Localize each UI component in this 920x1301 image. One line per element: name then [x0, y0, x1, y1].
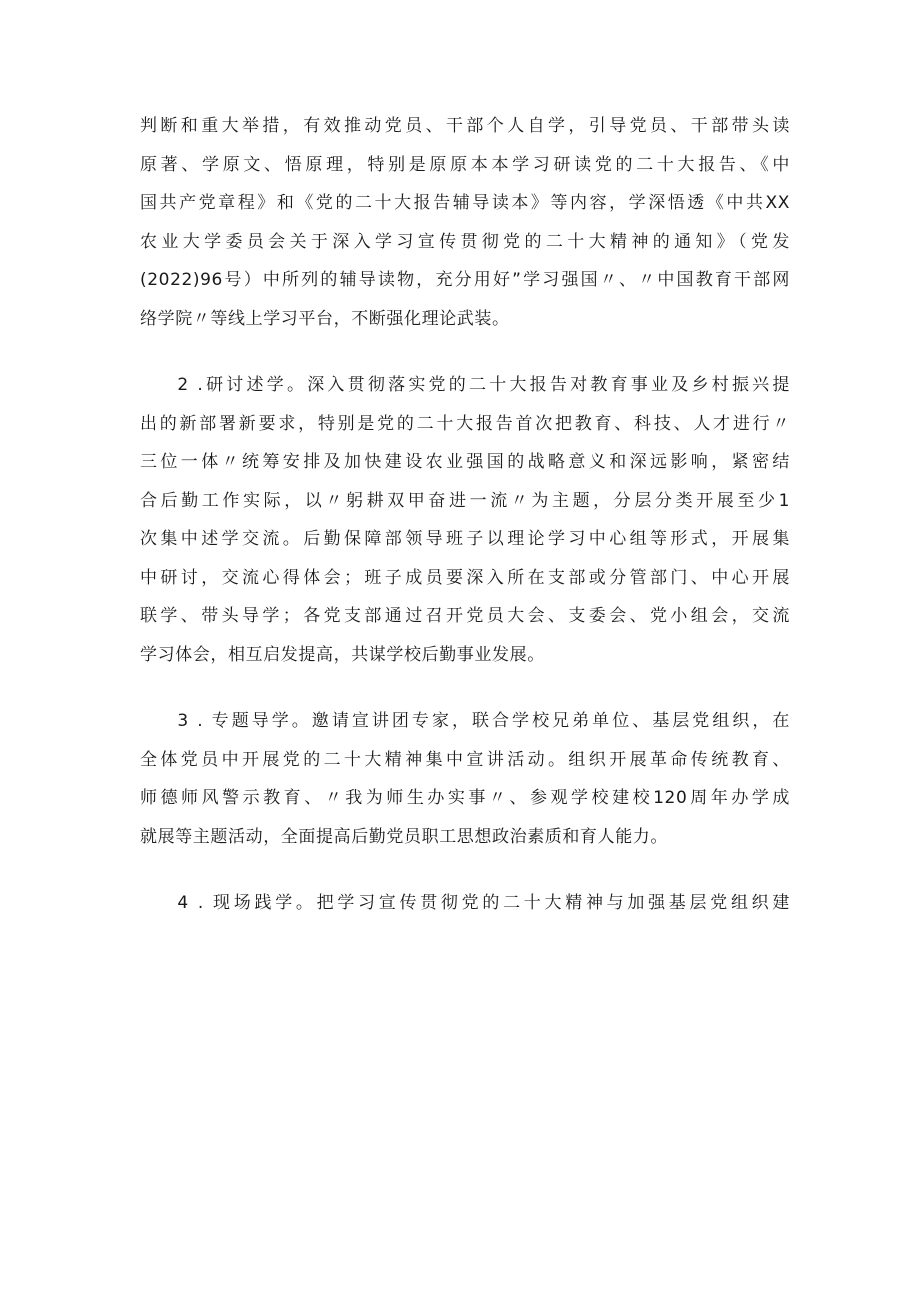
- paragraph-seminar-study: [140, 366, 790, 674]
- text-line: 全体党员中开展党的二十大精神集中宣讲活动。组织开展革命传统教育、: [140, 749, 790, 770]
- paragraph-topic-guided-study: [140, 702, 790, 856]
- text-line: 出的新部署新要求，特别是党的二十大报告首次把教育、科技、人才进行〃: [140, 413, 790, 434]
- text-line: 原著、学原文、悟原理，特别是原原本本学习研读党的二十大报告、《中: [140, 154, 790, 175]
- paragraph-gap: [140, 674, 790, 702]
- text-line: 三位一体〃统筹安排及加快建设农业强国的战略意义和深远影响，紧密结: [140, 452, 790, 472]
- text-line: 中研讨，交流心得体会；班子成员要深入所在支部或分管部门、中心开展: [140, 567, 790, 588]
- paragraph-onsite-practice: [140, 884, 790, 923]
- text-line: 4 . 现场践学。把学习宣传贯彻党的二十大精神与加强基层党组织建: [177, 893, 790, 913]
- paragraph-theory-self-study: [140, 107, 790, 338]
- text-line: 2 .研讨述学。深入贯彻落实党的二十大报告对教育事业及乡村振兴提: [177, 375, 790, 395]
- text-line: 判断和重大举措，有效推动党员、干部个人自学，引导党员、干部带头读: [140, 116, 790, 136]
- text-line: 学习体会，相互启发提高，共谋学校后勤事业发展。: [140, 644, 545, 665]
- text-line: 3 . 专题导学。邀请宣讲团专家，联合学校兄弟单位、基层党组织，在: [177, 711, 790, 731]
- text-line: (2022)96号）中所列的辅导读物，充分用好”学习强国〃、〃中国教育干部网: [140, 270, 790, 290]
- text-line: 师德师风警示教育、〃我为师生办实事〃、参观学校建校120周年办学成: [140, 788, 790, 808]
- document-body: [140, 107, 790, 923]
- text-line: 农业大学委员会关于深入学习宣传贯彻党的二十大精神的通知》（党发: [140, 231, 790, 252]
- text-line: 络学院〃等线上学习平台，不断强化理论武装。: [140, 308, 510, 329]
- text-line: 合后勤工作实际，以〃躬耕双甲奋进一流〃为主题，分层分类开展至少1: [140, 490, 790, 511]
- text-line: 就展等主题活动，全面提高后勤党员职工思想政治素质和育人能力。: [140, 826, 668, 847]
- text-line: 国共产党章程》和《党的二十大报告辅导读本》等内容，学深悟透《中共XX: [140, 193, 790, 213]
- paragraph-gap: [140, 856, 790, 884]
- text-line: 次集中述学交流。后勤保障部领导班子以理论学习中心组等形式，开展集: [140, 529, 790, 549]
- text-line: 联学、带头导学；各党支部通过召开党员大会、支委会、党小组会，交流: [140, 606, 790, 626]
- paragraph-gap: [140, 338, 790, 366]
